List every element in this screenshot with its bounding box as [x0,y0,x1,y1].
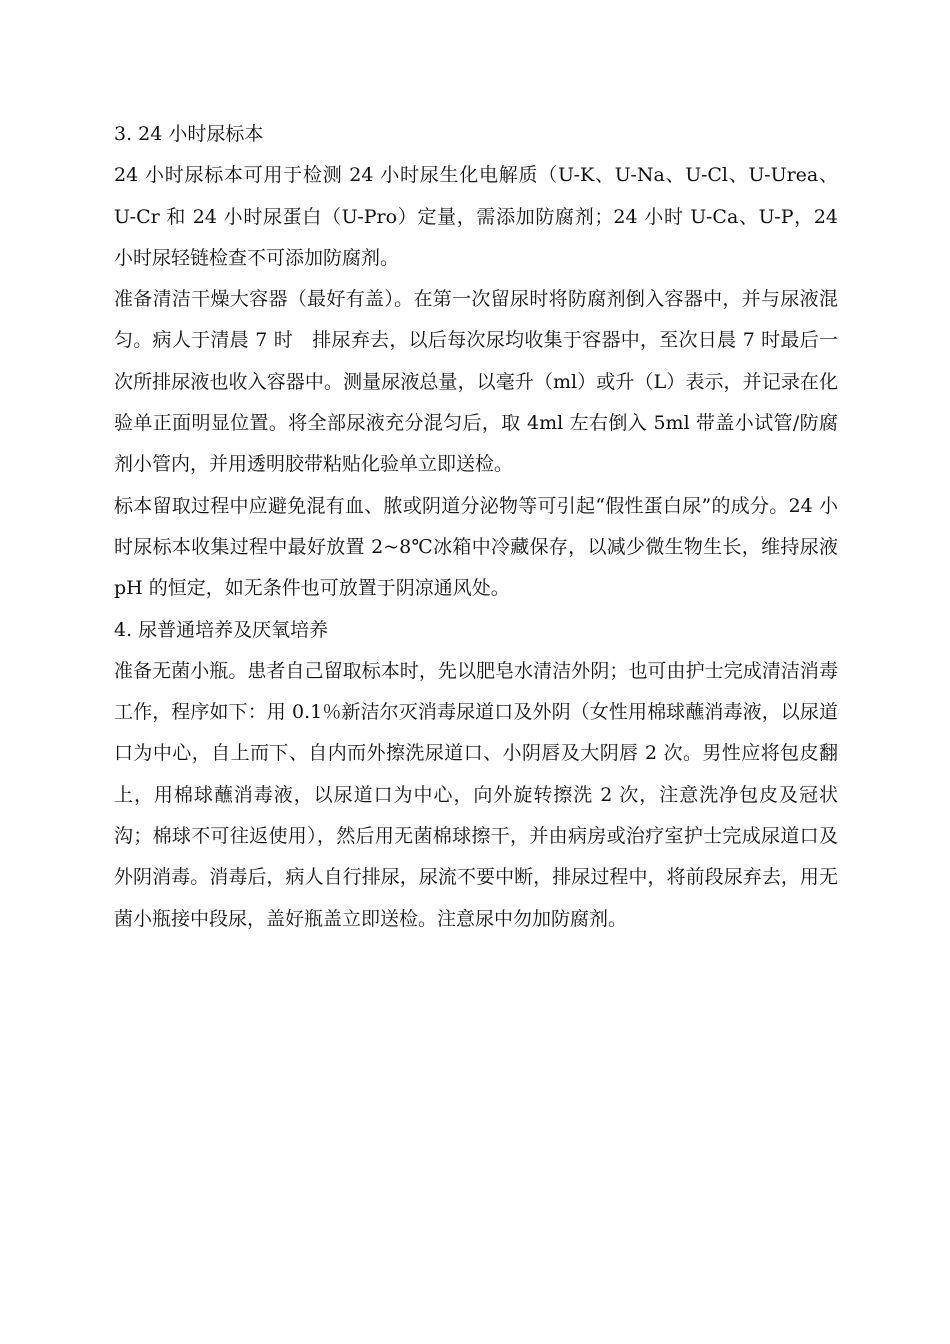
paragraph-urine-culture-procedure: 准备无菌小瓶。患者自己留取标本时，先以肥皂水清洁外阴；也可由护士完成清洁消毒工作，程序如下：用 0.1％新洁尔灭消毒尿道口及外阴（女性用棉球蘸消毒液，以尿道口为中心，自上而下、自内而外擦洗尿道口、小阴唇及大阴唇 2 次。男性应将包皮翻上，用棉球蘸消毒液，以尿道口为中心，向外旋转擦洗 2 次，注意洗净包皮及冠状沟；棉球不可往返使用），然后用无菌棉球擦干，并由病房或治疗室护士完成尿道口及外阴消毒。消毒后，病人自行排尿，尿流不要中断，排尿过程中，将前段尿弃去，用无菌小瓶接中段尿，盖好瓶盖立即送检。注意尿中勿加防腐剂。 [114,659,838,930]
paragraph-24h-urine-precautions: 标本留取过程中应避免混有血、脓或阴道分泌物等可引起“假性蛋白尿”的成分。24 小时尿标本收集过程中最好放置 2~8℃冰箱中冷藏保存，以减少微生物生长，维持尿液 pH 的恒定，如无条件也可放置于阴凉通风处。 [114,494,838,600]
section-heading-urine-culture: 4. 尿普通培养及厌氧培养 [114,618,329,641]
paragraph-24h-urine-uses: 24 小时尿标本可用于检测 24 小时尿生化电解质（U-K、U-Na、U-Cl、U-Urea、U-Cr 和 24 小时尿蛋白（U-Pro）定量，需添加防腐剂；24 小时 U-Ca、U-P，24 小时尿轻链检查不可添加防腐剂。 [114,164,838,269]
section-heading-24h-urine: 3. 24 小时尿标本 [114,123,264,145]
document-body [114,114,838,940]
paragraph-24h-urine-collection: 准备清洁干燥大容器（最好有盖）。在第一次留尿时将防腐剂倒入容器中，并与尿液混匀。病人于清晨 7 时 排尿弃去，以后每次尿均收集于容器中，至次日晨 7 时最后一次所排尿液也收入容器中。测量尿液总量，以毫升（ml）或升（L）表示，并记录在化验单正面明显位置。将全部尿液充分混匀后，取 4ml 左右倒入 5ml 带盖小试管/防腐剂小管内，并用透明胶带粘贴化验单立即送检。 [114,288,838,476]
